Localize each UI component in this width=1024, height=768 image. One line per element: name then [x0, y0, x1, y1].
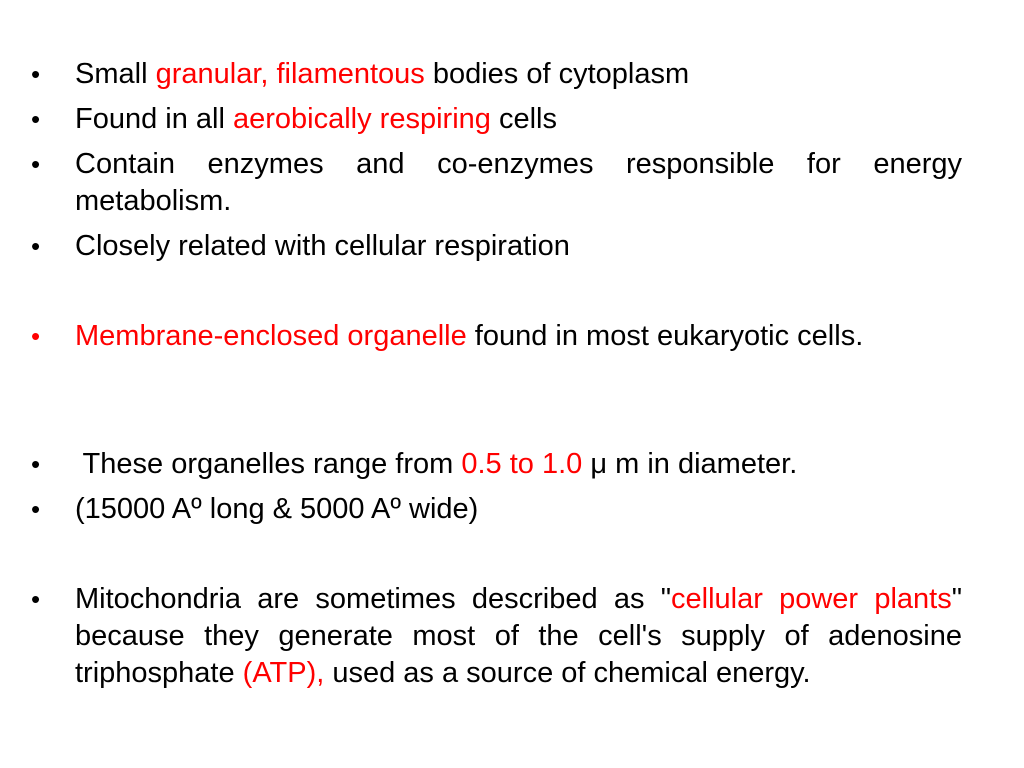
bullet-item-respiration — [31, 228, 962, 265]
item-text: (15000 Aº long & 5000 Aº wide) — [75, 493, 479, 525]
highlight-text: 0.5 to 1.0 — [461, 448, 583, 480]
highlight-text: (ATP), — [242, 657, 325, 689]
bullet-marker: • — [31, 104, 41, 134]
highlight-text: aerobically respiring — [233, 103, 491, 135]
item-text: μ m in diameter. — [582, 448, 798, 480]
bullet-item-granular — [31, 56, 962, 93]
bullet-marker: • — [31, 149, 41, 179]
bullet-item-diameter — [31, 446, 962, 483]
bullet-marker: • — [31, 59, 41, 89]
bullet-item-organelle — [31, 318, 962, 355]
item-text: Closely related with cellular respiration — [75, 230, 570, 262]
bullet-marker: • — [31, 494, 41, 524]
bullet-marker: • — [31, 321, 41, 351]
highlight-text: granular, filamentous — [155, 58, 425, 90]
bullet-item-aerobic — [31, 101, 962, 138]
item-text: Contain enzymes and co-enzymes responsible for energy metabolism. — [75, 148, 962, 217]
highlight-text: cellular power plants — [671, 583, 952, 615]
item-text: Mitochondria are sometimes described as " — [75, 583, 671, 615]
bullet-marker: • — [31, 449, 41, 479]
bullet-marker: • — [31, 231, 41, 261]
item-text: bodies of cytoplasm — [424, 58, 690, 90]
bullet-marker: • — [31, 584, 41, 614]
item-text: cells — [490, 103, 557, 135]
item-text: found in most eukaryotic cells. — [466, 320, 864, 352]
item-text: These organelles range from — [75, 448, 462, 480]
item-text: Small — [75, 58, 156, 90]
bullet-item-dimensions — [31, 491, 962, 528]
item-text: Found in all — [75, 103, 233, 135]
bullet-item-power-plants — [31, 581, 963, 692]
highlight-text: Membrane-enclosed organelle — [75, 320, 467, 352]
bullet-item-enzymes — [31, 146, 962, 220]
item-text: " because they generate most of the cell's supply of adenosine triphosphate — [75, 583, 963, 689]
item-text: used as a source of chemical energy. — [324, 657, 811, 689]
